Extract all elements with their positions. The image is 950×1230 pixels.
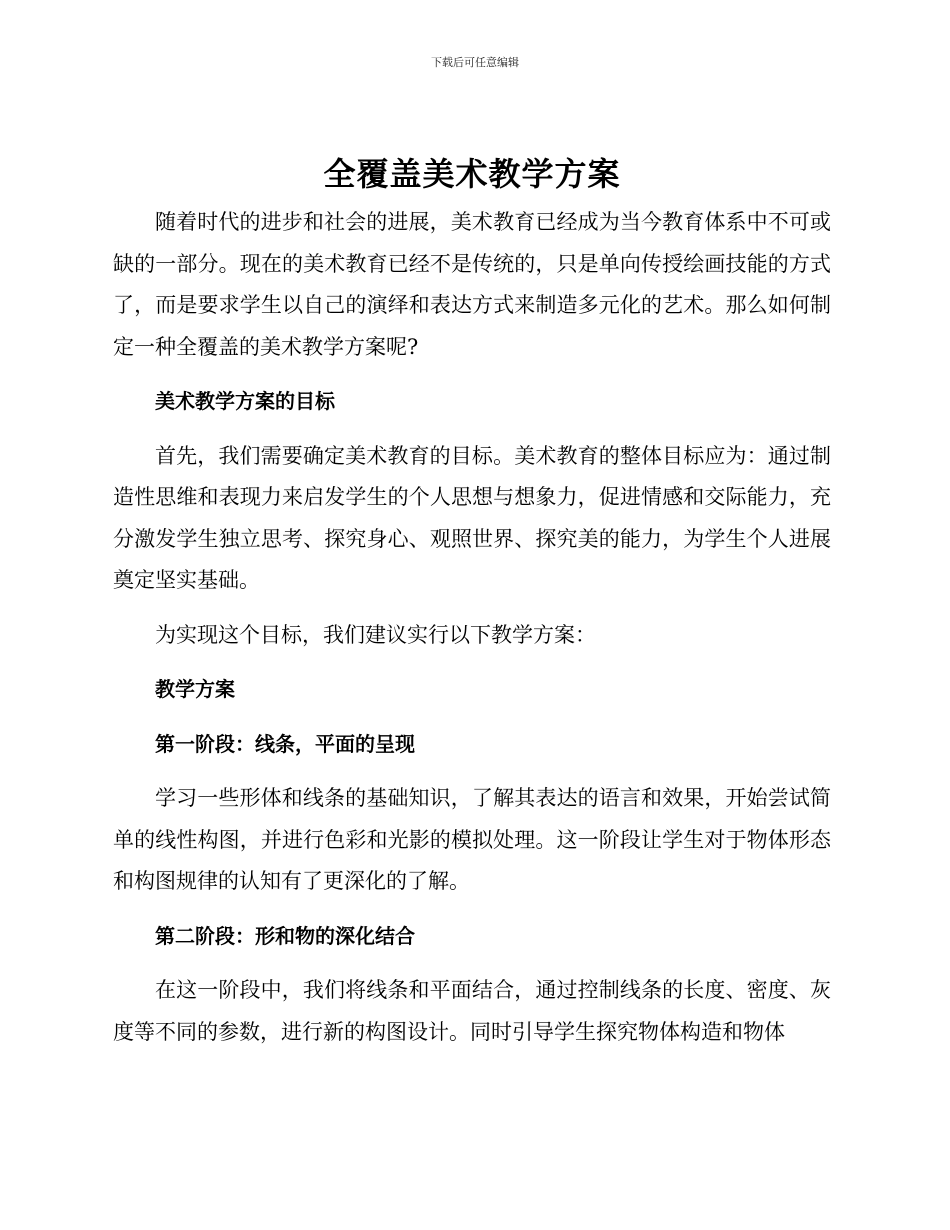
stage-1-heading: 第一阶段：线条，平面的呈现	[155, 731, 415, 756]
stage-2-heading: 第二阶段：形和物的深化结合	[155, 923, 415, 948]
document-title: 全覆盖美术教学方案	[323, 155, 621, 193]
section-heading-plan: 教学方案	[155, 677, 235, 701]
stage-1-paragraph: 学习一些形体和线条的基础知识，了解其表达的语言和效果，开始尝试简单的线性构图，并进行色彩和光影的模拟处理。这一阶段让学生对于物体形态和构图规律的认知有了更深化的了解。	[113, 786, 831, 893]
section-heading-goal: 美术教学方案的目标	[155, 389, 335, 413]
stage-2-paragraph: 在这一阶段中，我们将线条和平面结合，通过控制线条的长度、密度、灰度等不同的参数，进行新的构图设计。同时引导学生探究物体构造和物体	[113, 978, 831, 1044]
goal-paragraph: 首先，我们需要确定美术教育的目标。美术教育的整体目标应为：通过制造性思维和表现力来启发学生的个人思想与想象力，促进情感和交际能力，充分激发学生独立思考、探究身心、观照世界、探究美的能力，为学生个人进展奠定坚实基础。	[113, 443, 831, 592]
goal-followup-paragraph: 为实现这个目标，我们建议实行以下教学方案：	[155, 622, 596, 647]
page-header-note: 下载后可任意编辑	[431, 56, 519, 69]
intro-paragraph: 随着时代的进步和社会的进展，美术教育已经成为当今教育体系中不可或缺的一部分。现在的美术教育已经不是传统的，只是单向传授绘画技能的方式了，而是要求学生以自己的演绎和表达方式来制造多元化的艺术。那么如何制定一种全覆盖的美术教学方案呢?	[113, 210, 831, 359]
document-body	[113, 150, 831, 1053]
